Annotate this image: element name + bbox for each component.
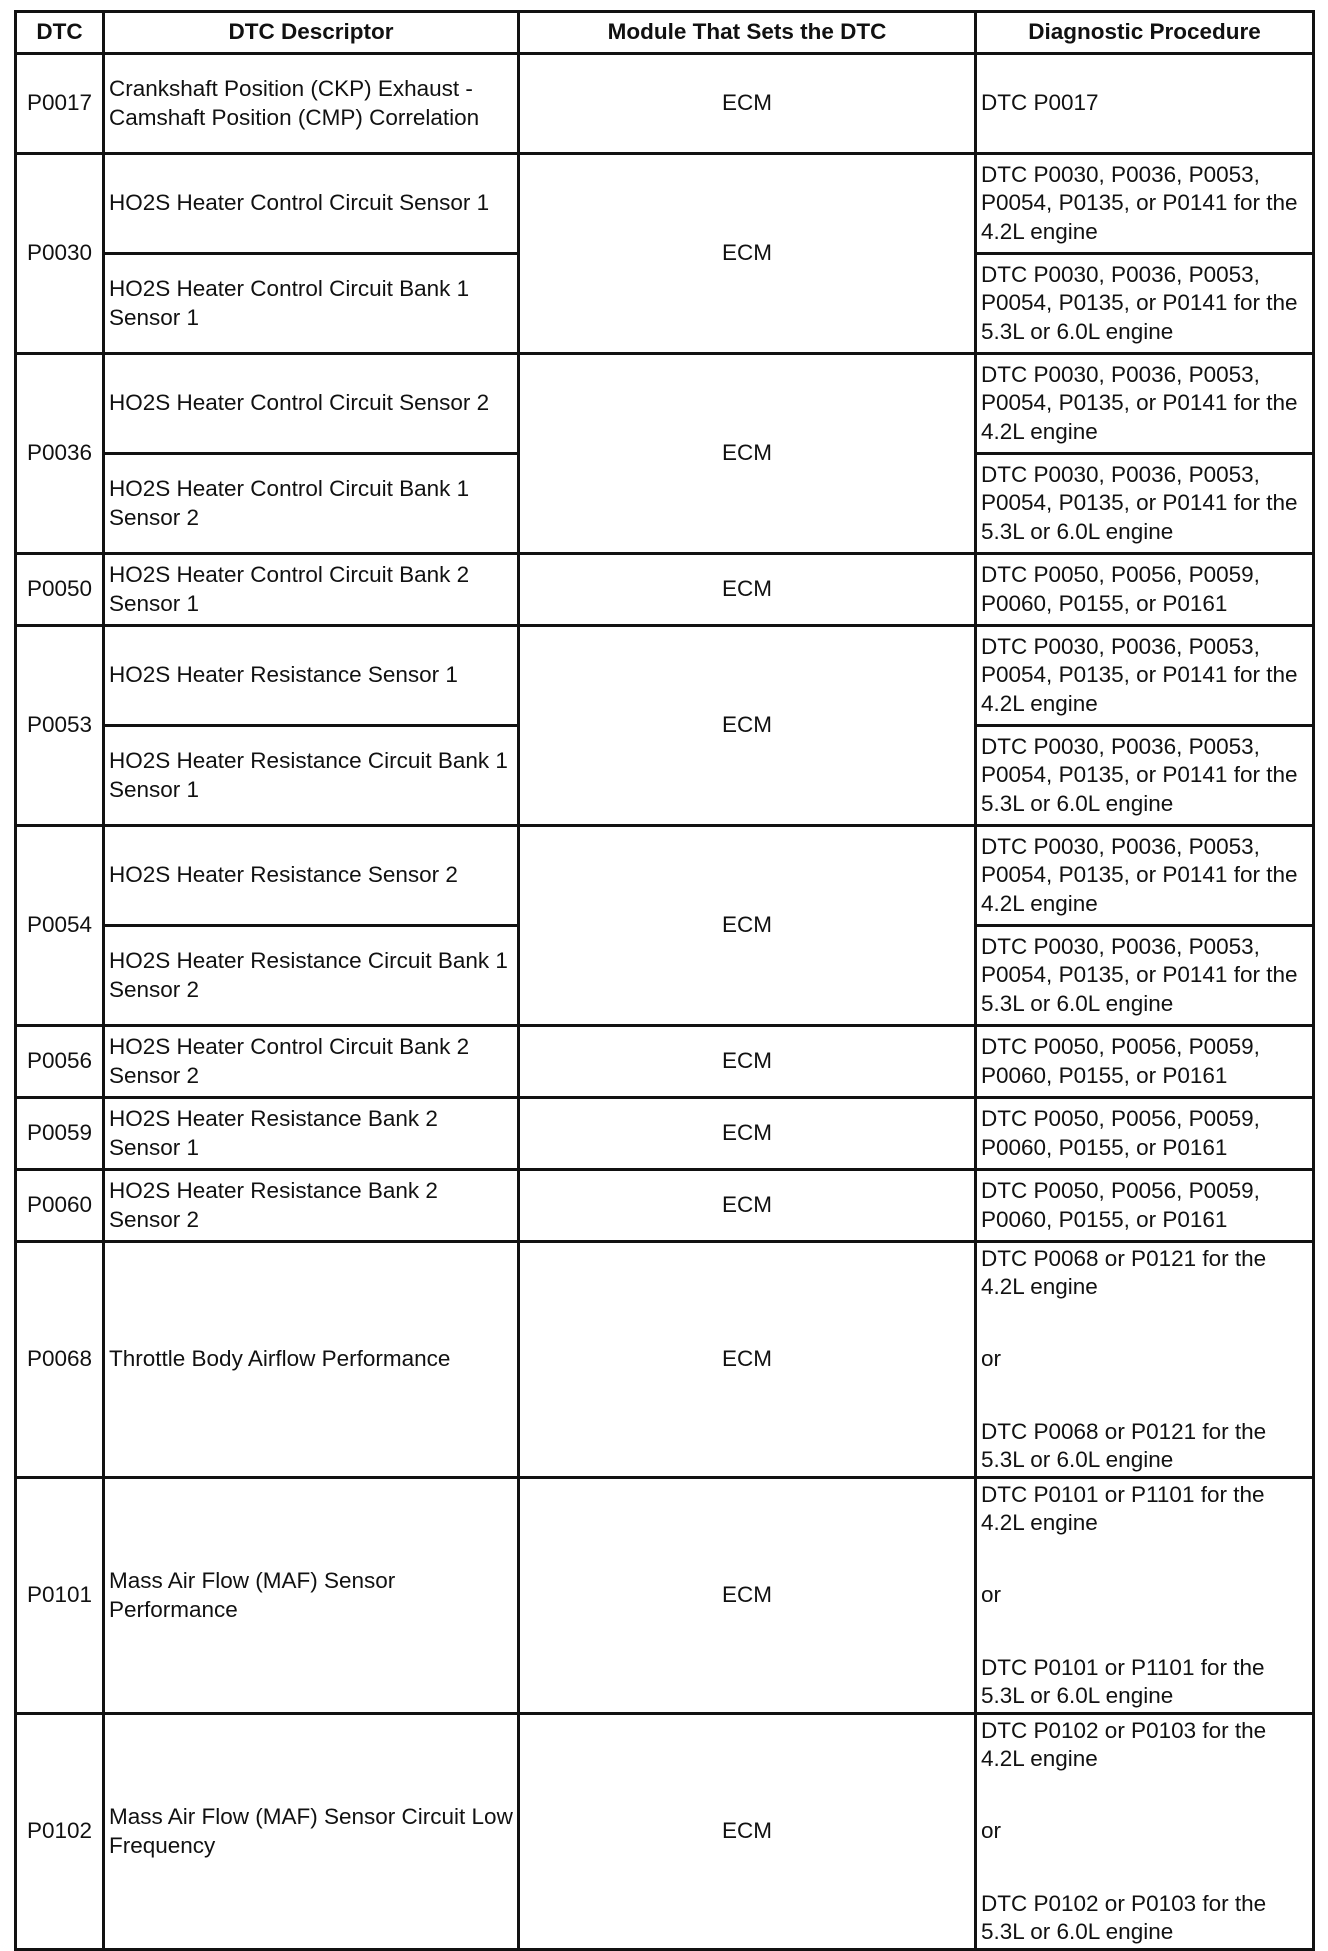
- procedure-link-text: DTC P0050, P0056, P0059, P0060, P0155, or P0161: [981, 1106, 1260, 1160]
- table-row: [16, 1098, 1314, 1170]
- procedure-link-text: DTC P0102 or P0103 for the 4.2L engine: [981, 1717, 1267, 1771]
- table-row: [16, 1026, 1314, 1098]
- module-cell: ECM: [519, 826, 976, 1026]
- module-cell: ECM: [519, 1170, 976, 1242]
- procedure-link-text: DTC P0017: [981, 90, 1099, 116]
- module-cell: ECM: [519, 154, 976, 354]
- dtc-descriptor-cell: Mass Air Flow (MAF) Sensor Performance: [104, 1478, 519, 1714]
- dtc-table: [14, 10, 1315, 1951]
- module-cell: ECM: [519, 1242, 976, 1478]
- dtc-code-cell: P0050: [16, 554, 104, 626]
- procedure-link-text: DTC P0030, P0036, P0053, P0054, P0135, or P0141 for the 5.3L or 6.0L engine: [981, 461, 1298, 544]
- table-row: [16, 1242, 1314, 1478]
- dtc-code-cell: P0101: [16, 1478, 104, 1714]
- module-cell: ECM: [519, 54, 976, 154]
- dtc-descriptor-cell: HO2S Heater Control Circuit Bank 2 Sensor 2: [104, 1026, 519, 1098]
- module-cell: ECM: [519, 1098, 976, 1170]
- procedure-link-text: DTC P0050, P0056, P0059, P0060, P0155, or P0161: [981, 562, 1260, 616]
- procedure-link-text: DTC P0030, P0036, P0053, P0054, P0135, or P0141 for the 4.2L engine: [981, 633, 1298, 716]
- header-descriptor: DTC Descriptor: [104, 12, 519, 54]
- table-row: [16, 1170, 1314, 1242]
- procedure-link-text: DTC P0101 or P1101 for the 4.2L engine: [981, 1481, 1265, 1535]
- table-row: [16, 54, 1314, 154]
- table-row: [16, 154, 1314, 254]
- module-cell: ECM: [519, 1478, 976, 1714]
- diagnostic-procedure-cell: [976, 1242, 1314, 1478]
- dtc-descriptor-cell: HO2S Heater Resistance Bank 2 Sensor 2: [104, 1170, 519, 1242]
- table-row: [16, 1478, 1314, 1714]
- dtc-code-cell: P0054: [16, 826, 104, 1026]
- table-row: [16, 554, 1314, 626]
- diagnostic-procedure-cell: [976, 826, 1314, 926]
- diagnostic-procedure-cell: [976, 154, 1314, 254]
- dtc-descriptor-cell: HO2S Heater Resistance Circuit Bank 1 Sensor 2: [104, 926, 519, 1026]
- dtc-descriptor-cell: HO2S Heater Control Circuit Bank 1 Sensor 2: [104, 454, 519, 554]
- diagnostic-procedure-cell: [976, 1714, 1314, 1950]
- or-separator: or: [981, 1346, 1002, 1372]
- module-cell: ECM: [519, 354, 976, 554]
- procedure-link-text: DTC P0068 or P0121 for the 4.2L engine: [981, 1245, 1267, 1299]
- procedure-link-text: DTC P0050, P0056, P0059, P0060, P0155, or P0161: [981, 1178, 1260, 1232]
- or-separator: or: [981, 1582, 1002, 1608]
- procedure-link-text: DTC P0030, P0036, P0053, P0054, P0135, or P0141 for the 5.3L or 6.0L engine: [981, 261, 1298, 344]
- dtc-descriptor-cell: Crankshaft Position (CKP) Exhaust - Camshaft Position (CMP) Correlation: [104, 54, 519, 154]
- dtc-descriptor-cell: Mass Air Flow (MAF) Sensor Circuit Low Frequency: [104, 1714, 519, 1950]
- diagnostic-procedure-cell: [976, 1026, 1314, 1098]
- diagnostic-procedure-cell: [976, 926, 1314, 1026]
- diagnostic-procedure-cell: [976, 54, 1314, 154]
- dtc-descriptor-cell: HO2S Heater Control Circuit Bank 1 Sensor 1: [104, 254, 519, 354]
- procedure-link-text: DTC P0030, P0036, P0053, P0054, P0135, or P0141 for the 5.3L or 6.0L engine: [981, 733, 1298, 816]
- header-dtc: DTC: [16, 12, 104, 54]
- dtc-descriptor-cell: Throttle Body Airflow Performance: [104, 1242, 519, 1478]
- module-cell: ECM: [519, 1026, 976, 1098]
- diagnostic-procedure-cell: [976, 454, 1314, 554]
- module-cell: ECM: [519, 554, 976, 626]
- procedure-link-text: DTC P0030, P0036, P0053, P0054, P0135, or P0141 for the 5.3L or 6.0L engine: [981, 933, 1298, 1016]
- dtc-code-cell: P0059: [16, 1098, 104, 1170]
- dtc-code-cell: P0068: [16, 1242, 104, 1478]
- header-module: Module That Sets the DTC: [519, 12, 976, 54]
- table-row: [16, 1714, 1314, 1950]
- dtc-code-cell: P0056: [16, 1026, 104, 1098]
- dtc-code-cell: P0060: [16, 1170, 104, 1242]
- diagnostic-procedure-cell: [976, 1170, 1314, 1242]
- or-separator: or: [981, 1818, 1002, 1844]
- procedure-link-text: DTC P0030, P0036, P0053, P0054, P0135, or P0141 for the 4.2L engine: [981, 833, 1298, 916]
- dtc-code-cell: P0017: [16, 54, 104, 154]
- table-row: [16, 826, 1314, 926]
- diagnostic-procedure-cell: [976, 354, 1314, 454]
- dtc-descriptor-cell: HO2S Heater Control Circuit Sensor 1: [104, 154, 519, 254]
- diagnostic-procedure-cell: [976, 254, 1314, 354]
- dtc-descriptor-cell: HO2S Heater Resistance Circuit Bank 1 Sensor 1: [104, 726, 519, 826]
- dtc-code-cell: P0053: [16, 626, 104, 826]
- procedure-link-text: DTC P0068 or P0121 for the 5.3L or 6.0L engine: [981, 1418, 1267, 1473]
- diagnostic-procedure-cell: [976, 1098, 1314, 1170]
- header-row: [16, 12, 1314, 54]
- procedure-link-text: DTC P0030, P0036, P0053, P0054, P0135, or P0141 for the 4.2L engine: [981, 161, 1298, 244]
- diagnostic-procedure-cell: [976, 726, 1314, 826]
- diagnostic-procedure-cell: [976, 554, 1314, 626]
- dtc-code-cell: P0102: [16, 1714, 104, 1950]
- dtc-descriptor-cell: HO2S Heater Resistance Sensor 1: [104, 626, 519, 726]
- dtc-descriptor-cell: HO2S Heater Resistance Bank 2 Sensor 1: [104, 1098, 519, 1170]
- dtc-table-wrapper: [14, 10, 1312, 1945]
- diagnostic-procedure-cell: [976, 626, 1314, 726]
- procedure-link-text: DTC P0050, P0056, P0059, P0060, P0155, or P0161: [981, 1034, 1260, 1088]
- module-cell: ECM: [519, 1714, 976, 1950]
- header-procedure: Diagnostic Procedure: [976, 12, 1314, 54]
- module-cell: ECM: [519, 626, 976, 826]
- procedure-link-text: DTC P0101 or P1101 for the 5.3L or 6.0L engine: [981, 1654, 1265, 1709]
- dtc-descriptor-cell: HO2S Heater Control Circuit Bank 2 Sensor 1: [104, 554, 519, 626]
- dtc-descriptor-cell: HO2S Heater Control Circuit Sensor 2: [104, 354, 519, 454]
- dtc-code-cell: P0030: [16, 154, 104, 354]
- dtc-descriptor-cell: HO2S Heater Resistance Sensor 2: [104, 826, 519, 926]
- table-row: [16, 354, 1314, 454]
- table-row: [16, 626, 1314, 726]
- procedure-link-text: DTC P0102 or P0103 for the 5.3L or 6.0L engine: [981, 1890, 1267, 1945]
- procedure-link-text: DTC P0030, P0036, P0053, P0054, P0135, or P0141 for the 4.2L engine: [981, 361, 1298, 444]
- table-body: [16, 54, 1314, 1950]
- dtc-code-cell: P0036: [16, 354, 104, 554]
- diagnostic-procedure-cell: [976, 1478, 1314, 1714]
